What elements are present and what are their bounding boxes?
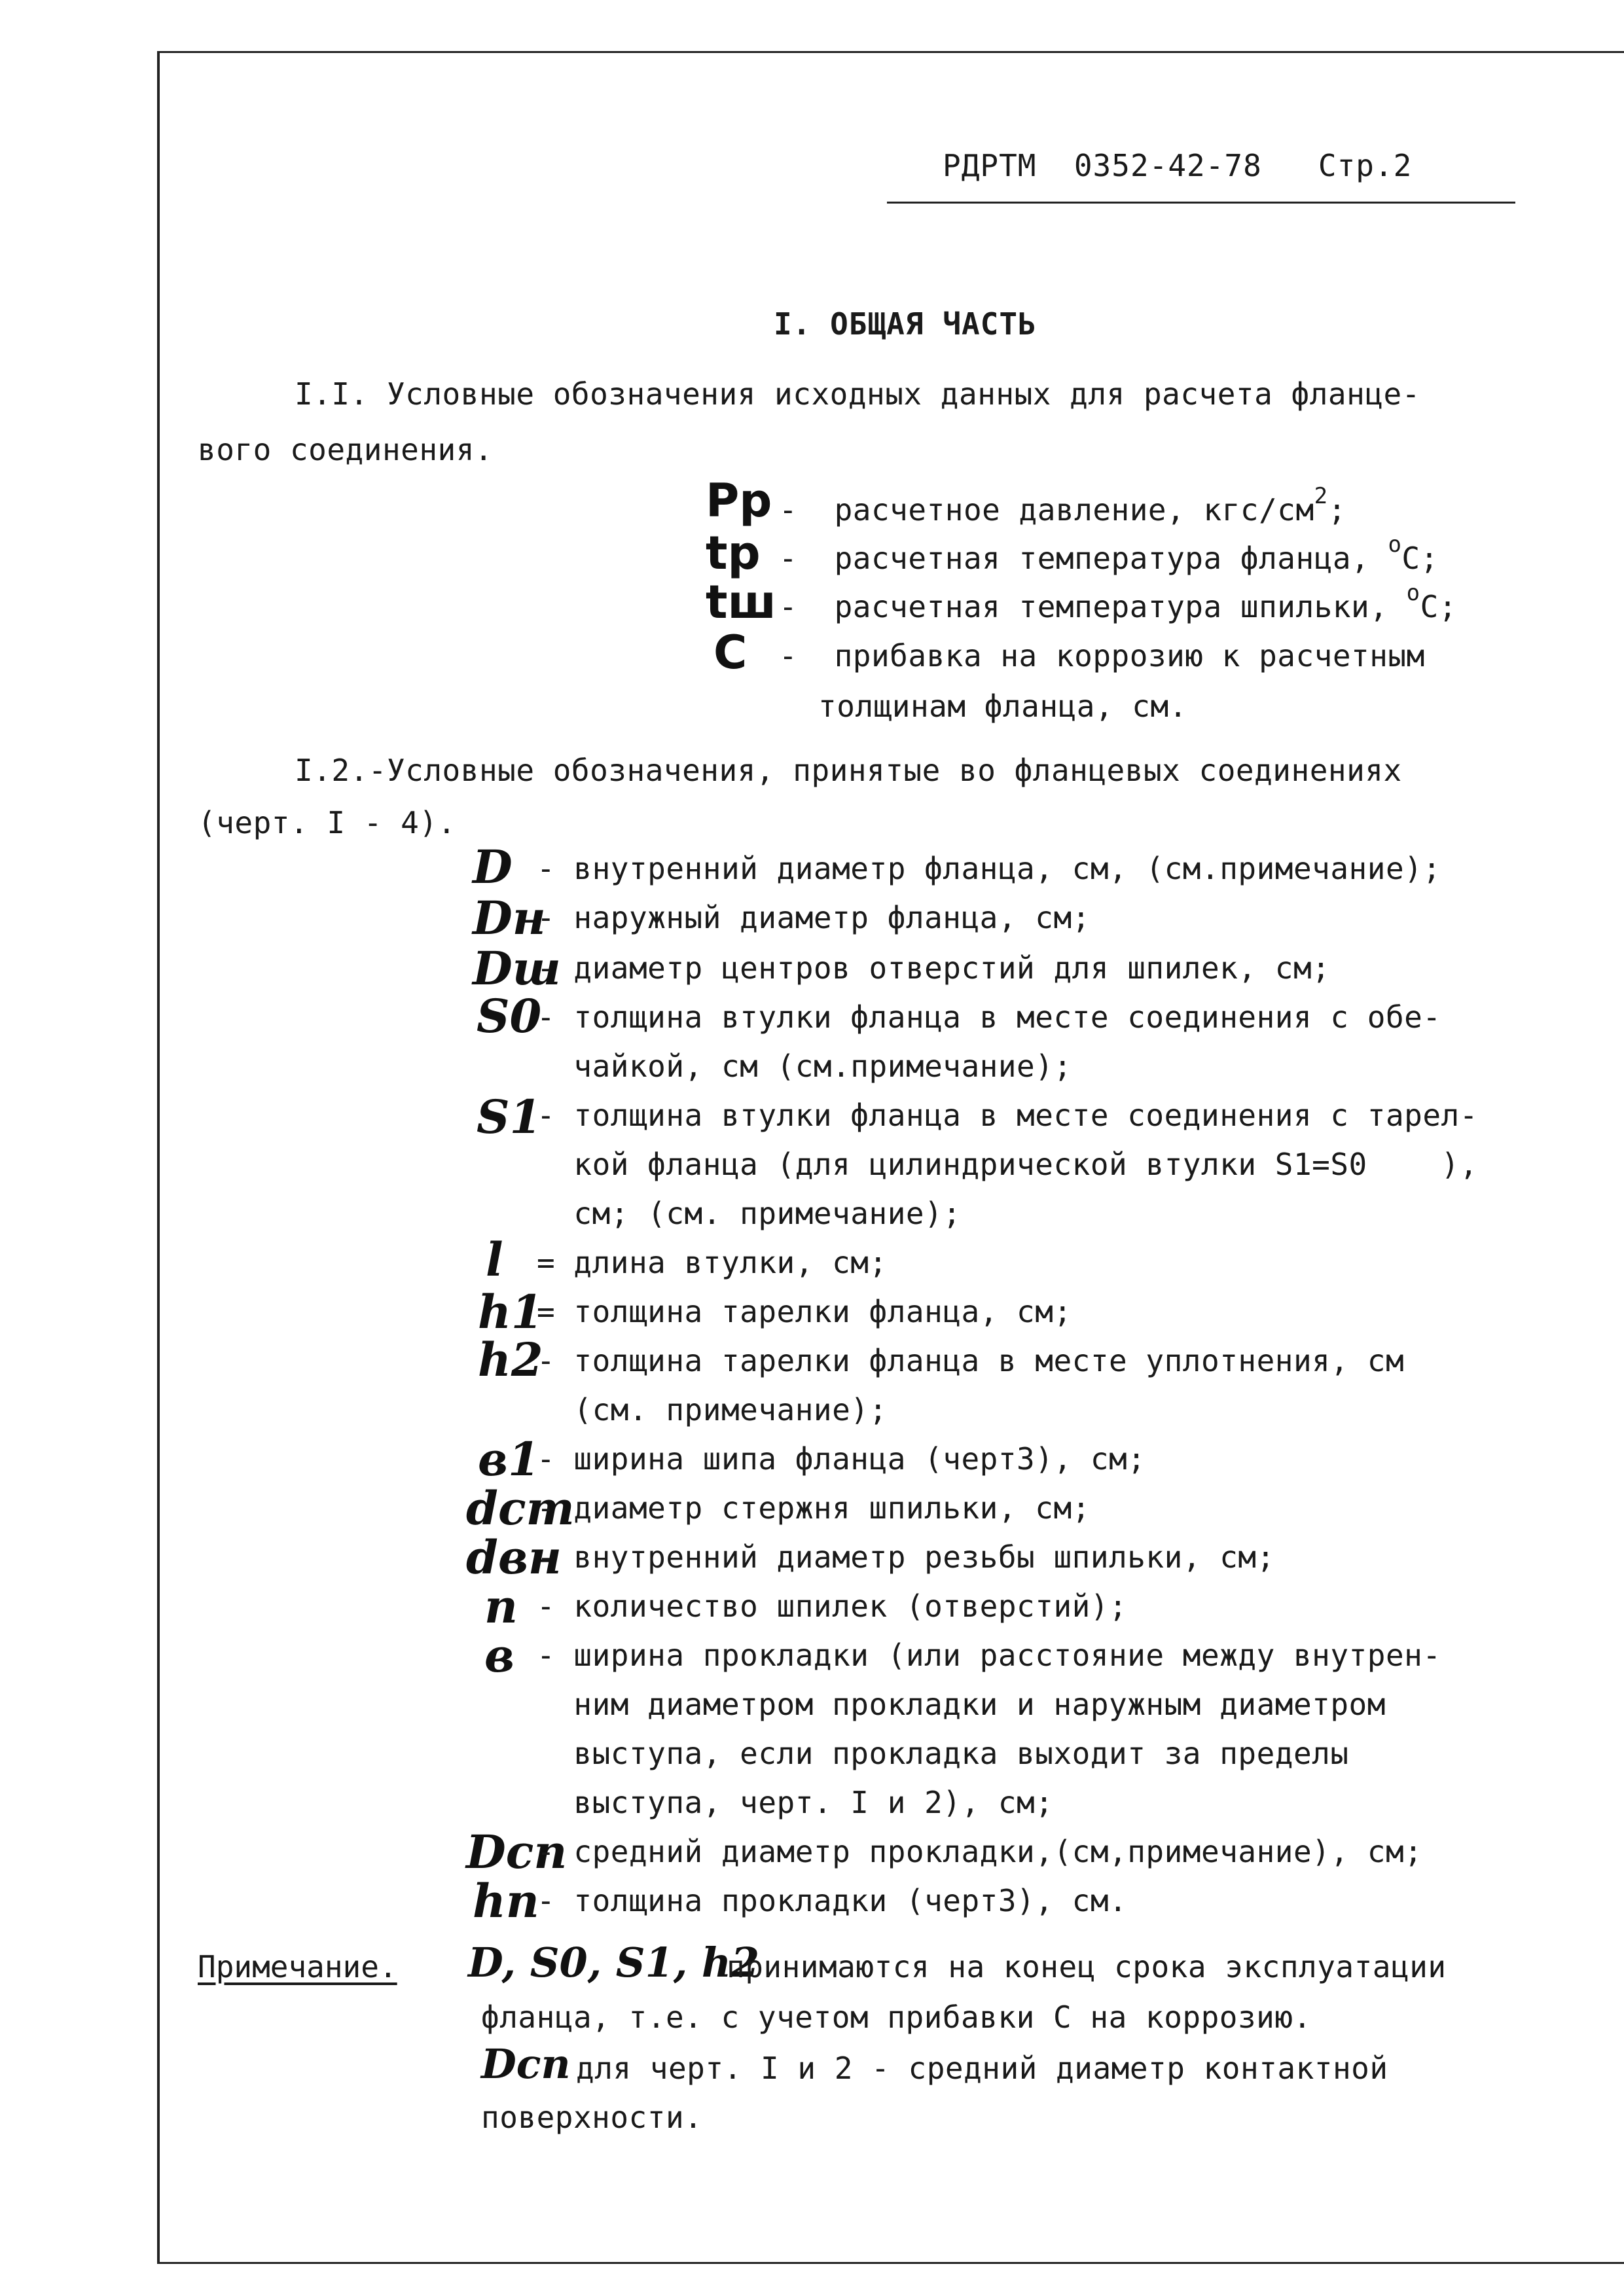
note-line-2: фланца, т.е. с учетом прибавки С на коррозию.	[481, 2000, 1312, 2035]
definition-s1-line-3: см; (см. примечание);	[537, 1196, 962, 1231]
symbol-dst: dст	[466, 1481, 575, 1535]
document-header: РДРТМ 0352-42-78 Стр.2	[943, 148, 1413, 183]
definition-dsh: - диаметр центров отверстий для шпилек, см;	[537, 950, 1331, 986]
definition-h1: = толщина тарелки фланца, см;	[537, 1294, 1072, 1329]
section-title: I. ОБЩАЯ ЧАСТЬ	[774, 306, 1037, 342]
frame-bottom-border	[157, 2262, 1624, 2264]
definition-d: - внутренний диаметр фланца, см, (см.примечание);	[537, 851, 1441, 886]
definition-v1: - ширина шипа фланца (черт3), см;	[537, 1441, 1146, 1477]
note-line-3: для черт. I и 2 - средний диаметр контактной	[576, 2051, 1388, 2086]
definition-c-cont: толщинам фланца, см.	[818, 689, 1187, 724]
definition-tp: - расчетная температура фланца, $^о$С;	[779, 531, 1439, 576]
symbol-d: D	[473, 840, 513, 894]
definition-v-line-1: - ширина прокладки (или расстояние между внутрен-	[537, 1638, 1441, 1673]
note-symbol-dsp: Dсп	[481, 2040, 571, 2088]
note-symbols: D, S0, S1, h2	[468, 1939, 760, 1986]
paragraph-1-1-line-1: I.I. Условные обозначения исходных данных для расчета фланце-	[295, 376, 1420, 412]
symbol-pp: Pр	[706, 474, 772, 528]
definition-dsp: - средний диаметр прокладки,(см,примечание), см;	[537, 1834, 1423, 1869]
symbol-c: C	[713, 626, 748, 679]
symbol-dn: Dн	[473, 891, 546, 945]
note-line-1: принимаются на конец срока эксплуатации	[727, 1949, 1447, 1984]
definition-pp: - расчетное давление, кгс/$см^2$;	[779, 483, 1346, 528]
definition-h2-line-2: (см. примечание);	[537, 1392, 888, 1427]
symbol-l: l	[486, 1232, 503, 1287]
definition-hp: - толщина прокладки (черт3), см.	[537, 1883, 1128, 1918]
symbol-tp: tр	[706, 526, 761, 580]
paragraph-1-2-line-2: (черт. I - 4).	[198, 805, 456, 840]
definition-v-line-3: выступа, если прокладка выходит за пределы	[537, 1736, 1349, 1771]
definition-l: = длина втулки, см;	[537, 1245, 888, 1280]
symbol-dsp: Dсп	[466, 1825, 568, 1879]
frame-left-border	[157, 51, 160, 2263]
definition-s0-line-1: - толщина втулки фланца в месте соединения с обе-	[537, 999, 1441, 1035]
frame-top-border	[157, 51, 1624, 53]
symbol-s0: S0	[477, 989, 542, 1043]
definition-s1-line-1: - толщина втулки фланца в месте соединения с тарел-	[537, 1098, 1478, 1133]
header-rule	[887, 202, 1515, 204]
symbol-h1: h1	[478, 1285, 543, 1339]
definition-s1-line-2: кой фланца (для цилиндрической втулки S1=S0 ),	[537, 1147, 1478, 1182]
symbol-v1: в1	[478, 1432, 540, 1486]
paragraph-1-2-line-1: I.2.-Условные обозначения, принятые во фланцевых соединениях	[295, 753, 1402, 788]
definition-dst: - диаметр стержня шпильки, см;	[537, 1490, 1091, 1526]
symbol-s1: S1	[477, 1090, 542, 1144]
paragraph-1-1-line-2: вого соединения.	[198, 432, 494, 467]
symbol-tsh: tш	[706, 575, 776, 629]
definition-dvn: - внутренний диаметр резьбы шпильки, см;	[537, 1539, 1275, 1575]
definition-dn: - наружный диаметр фланца, см;	[537, 900, 1091, 935]
symbol-dvn: dвн	[466, 1530, 562, 1585]
definition-v-line-2: ним диаметром прокладки и наружным диаметром	[537, 1687, 1386, 1722]
definition-tsh: - расчетная температура шпильки, $^о$С;	[779, 580, 1457, 624]
note-line-4: поверхности.	[481, 2100, 703, 2135]
definition-v-line-4: выступа, черт. I и 2), см;	[537, 1785, 1054, 1820]
symbol-v: в	[484, 1628, 514, 1683]
symbol-dsh: Dш	[473, 941, 561, 996]
definition-h2-line-1: - толщина тарелки фланца в месте уплотнения, см	[537, 1343, 1405, 1378]
symbol-h2: h2	[478, 1333, 543, 1387]
definition-s0-line-2: чайкой, см (см.примечание);	[537, 1049, 1072, 1084]
definition-c: - прибавка на коррозию к расчетным	[779, 638, 1425, 673]
symbol-hp: hп	[473, 1874, 539, 1928]
note-label: Примечание.	[198, 1949, 397, 1984]
definition-n: - количество шпилек (отверстий);	[537, 1588, 1128, 1624]
symbol-n: n	[484, 1579, 518, 1634]
